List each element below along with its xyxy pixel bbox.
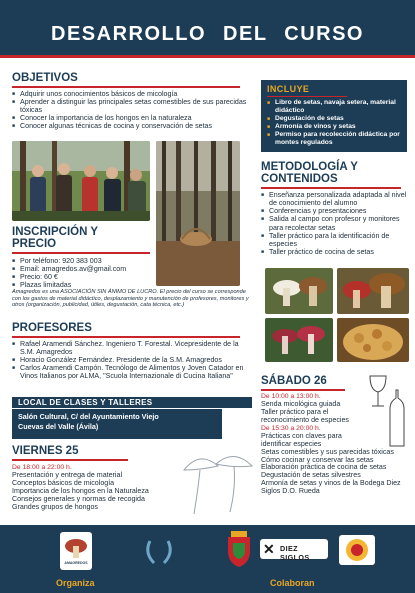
cuevas-del-valle-crest-icon: [226, 531, 252, 567]
diez-siglos-x-icon: ✕: [263, 541, 275, 557]
sabado-afternoon-item: Armonía de setas y vinos de la Bodega Diez Siglos D.O. Rueda: [261, 479, 401, 496]
list-item: ■ Rafael Aramendi Sánchez. Ingeniero T. Forestal. Vicepresidente de la S.M. Amagredos: [12, 340, 252, 356]
local-title: LOCAL DE CLASES Y TALLERES: [18, 398, 153, 407]
metodologia-title-line2: CONTENIDOS: [261, 173, 338, 186]
incluye-title: INCLUYE: [267, 84, 310, 94]
list-item: ■ Conocer algunas técnicas de cocina y conservación de setas: [12, 122, 252, 130]
mushroom-sketch: [178, 448, 256, 520]
mushroom-photo-3: [265, 318, 333, 362]
inscripcion-title-line2: PRECIO: [12, 238, 57, 251]
local-town: Cuevas del Valle (Ávila): [18, 422, 99, 431]
list-item: ■ Conferencias y presentaciones: [261, 207, 407, 215]
organiza-label: Organiza: [56, 578, 95, 588]
email-item: ■ Email: amagredos.av@gmail.com: [12, 265, 157, 273]
profesores-section: [12, 322, 252, 381]
objetivos-section: [12, 72, 252, 131]
sabado-divider: [261, 389, 345, 391]
price-item: ■ Precio: 60 €: [12, 273, 157, 281]
cooked-mushrooms-photo: [337, 318, 409, 362]
diez-siglos-logo-text: DIEZ SIGLOS: [280, 544, 310, 562]
list-item: ■ Libro de setas, navaja setera, material didáctico: [267, 99, 401, 115]
laurel-wreath-icon: [144, 537, 174, 565]
metodologia-section: [261, 161, 407, 256]
places-item: ■ Plazas limitadas: [12, 281, 157, 289]
viernes-item: Importancia de los hongos en la Naturaleza: [12, 486, 149, 495]
page-title: DESARROLLO DEL CURSO: [51, 23, 364, 45]
course-participants-photo: [12, 141, 150, 221]
list-item: ■ Permiso para recolección didáctica por montes regulados: [267, 131, 401, 147]
list-item: ■ Carlos Aramendi Campón. Tecnólogo de Alimentos y Joven Catador en Vinos Italianos por ALMA, "Scuola Internazionale di Cucina Italiana": [12, 364, 252, 380]
diez-siglos-logo: [260, 539, 328, 562]
sabado-morning-item: Taller práctico para el reconocimiento de especies: [261, 407, 349, 424]
phone-item: ■ Por teléfono: 920 383 003: [12, 257, 157, 265]
local-address: Salón Cultural, C/ del Ayuntamiento Viejo: [18, 412, 159, 421]
profesores-list: [12, 340, 252, 380]
list-item: ■ Adquirir unos conocimientos básicos de micología: [12, 90, 252, 98]
viernes-title: VIERNES 25: [12, 445, 79, 457]
viernes-time: De 18:00 a 22:00 h.: [12, 464, 72, 472]
partner-round-icon: [339, 535, 375, 565]
inscripcion-divider: [12, 252, 150, 254]
sabado-afternoon-item: Elaboración práctica de cocina de setas: [261, 463, 387, 472]
list-item: ■ Conocer la importancia de los hongos en la naturaleza: [12, 114, 252, 122]
wine-illustration: [366, 370, 410, 450]
sabado-afternoon-item: Cómo cocinar y conservar las setas: [261, 455, 374, 464]
inscripcion-list: [12, 257, 157, 289]
objetivos-list: [12, 90, 252, 130]
mushroom-photo-1: [265, 268, 333, 314]
list-item: ■ Degustación de setas: [267, 115, 401, 123]
asociacion-note: Amagredos es una ASOCIACIÓN SIN ÁNIMO DE LUCRO. El precio del curso se corresponde con los gastos de material didáctico, desplazamiento y manutención de profesores, monitores y otros (organización, publicidad, útiles, degustación, cata técnica, etc.): [12, 289, 249, 309]
incluye-divider: [267, 96, 347, 97]
incluye-list: [267, 99, 401, 146]
metodologia-list: [261, 191, 407, 256]
incluye-box: [261, 80, 407, 152]
list-item: ■ Armonía de vinos y setas: [267, 123, 401, 131]
list-item: ■ Aprender a distinguir las principales setas comestibles de sus parecidas tóxicas: [12, 98, 252, 114]
sabado-afternoon-item: Degustación de setas silvestres: [261, 471, 361, 480]
sabado-afternoon-time: De 15:30 a 20:00 h.: [261, 424, 321, 432]
local-band: [12, 397, 252, 408]
partner-logo: [339, 535, 375, 565]
mushroom-photo-2: [337, 268, 409, 314]
profesores-title: PROFESORES: [12, 322, 92, 334]
viernes-item: Conceptos básicos de micología: [12, 478, 115, 487]
sabado-afternoon-item: Prácticas con claves para identificar especies: [261, 431, 342, 448]
sabado-morning-time: De 10:00 a 13:00 h.: [261, 393, 321, 401]
mushroom-photos: [265, 268, 409, 362]
list-item: ■ Horacio González Fernández. Presidente de la S.M. Amagredos: [12, 356, 252, 364]
sabado-title: SÁBADO 26: [261, 375, 327, 387]
amagredos-logo: [60, 532, 92, 570]
list-item: ■ Taller práctico de cocina de setas: [261, 248, 407, 256]
viernes-divider: [12, 459, 128, 461]
objetivos-title: OBJETIVOS: [12, 72, 78, 84]
forest-basket-photo: [156, 141, 240, 286]
inscripcion-section: [12, 226, 157, 290]
inscripcion-title-line1: INSCRIPCIÓN Y: [12, 226, 99, 238]
list-item: ■ Salida al campo con profesor y monitores para recolectar setas: [261, 215, 407, 231]
profesores-divider: [12, 336, 240, 338]
colaboran-label: Colaboran: [270, 578, 315, 588]
header-band: [0, 0, 415, 58]
viernes-item: Presentación y entrega de material: [12, 471, 123, 480]
metodologia-title-line1: METODOLOGÍA Y: [261, 161, 358, 173]
sabado-morning-item: Senda micológica guiada: [261, 400, 341, 409]
list-item: ■ Taller práctico para la identificación de especies: [261, 232, 407, 248]
footer: [0, 525, 415, 593]
sabado-afternoon-item: Setas comestibles y sus parecidas tóxicas: [261, 447, 394, 456]
metodologia-divider: [261, 187, 401, 189]
local-box: [12, 409, 222, 439]
viernes-item: Consejos generales y normas de recogida: [12, 494, 145, 503]
list-item: ■ Enseñanza personalizada adaptada al nivel de conocimiento del alumno: [261, 191, 407, 207]
viernes-item: Grandes grupos de hongos: [12, 502, 98, 511]
amagredos-logo-text: AMAGREDOS: [64, 561, 88, 565]
objetivos-divider: [12, 86, 240, 88]
